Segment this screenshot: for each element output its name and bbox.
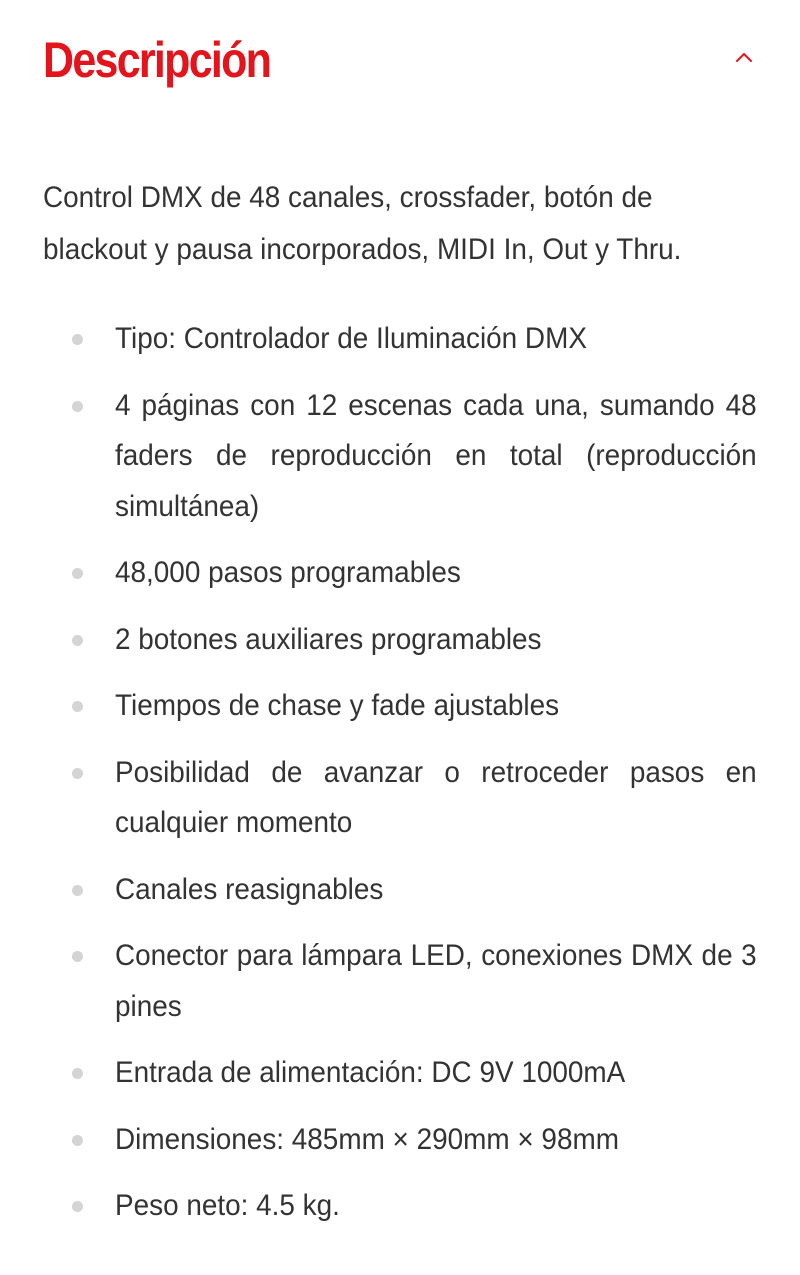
collapse-toggle-button[interactable] <box>724 40 764 74</box>
feature-text: Peso neto: 4.5 kg. <box>115 1189 340 1222</box>
feature-item <box>43 548 757 599</box>
feature-item <box>43 1048 757 1099</box>
description-content <box>43 172 757 1248</box>
description-section-header[interactable] <box>0 0 800 120</box>
description-intro: Control DMX de 48 canales, crossfader, botón de blackout y pausa incorporados, MIDI In, Out y Thru. <box>43 181 682 266</box>
feature-item <box>43 314 757 365</box>
feature-item <box>43 865 757 916</box>
feature-text: 2 botones auxiliares programables <box>115 622 542 656</box>
feature-item <box>43 931 757 1032</box>
feature-item <box>43 1181 757 1232</box>
bullet-icon <box>72 768 83 779</box>
feature-item <box>43 748 757 849</box>
bullet-icon <box>72 401 83 412</box>
feature-text: Canales reasignables <box>115 872 384 906</box>
bullet-icon <box>72 885 83 896</box>
bullet-icon <box>72 1068 83 1079</box>
feature-text: Posibilidad de avanzar o retroceder pasos en cualquier momento <box>115 755 757 839</box>
bullet-icon <box>72 1201 83 1212</box>
chevron-up-icon <box>724 40 764 74</box>
feature-item <box>43 1115 757 1166</box>
bullet-icon <box>72 334 83 345</box>
feature-text: 48,000 pasos programables <box>115 556 461 589</box>
bullet-icon <box>72 951 83 962</box>
feature-item <box>43 681 757 732</box>
section-title: Descripción <box>43 32 271 88</box>
feature-item <box>43 615 757 666</box>
feature-text: Entrada de alimentación: DC 9V 1000mA <box>115 1056 626 1089</box>
feature-text: Tipo: Controlador de Iluminación DMX <box>115 322 587 355</box>
bullet-icon <box>72 701 83 712</box>
feature-text: Tiempos de chase y fade ajustables <box>115 689 560 722</box>
feature-list <box>43 314 757 1232</box>
feature-text: Conector para lámpara LED, conexiones DMX de 3 pines <box>115 939 757 1023</box>
bullet-icon <box>72 1135 83 1146</box>
feature-text: Dimensiones: 485mm × 290mm × 98mm <box>115 1122 619 1156</box>
feature-item <box>43 381 757 533</box>
bullet-icon <box>72 568 83 579</box>
bullet-icon <box>72 635 83 646</box>
feature-text: 4 páginas con 12 escenas cada una, sumando 48 faders de reproducción en total (reproducción simultánea) <box>115 388 757 523</box>
